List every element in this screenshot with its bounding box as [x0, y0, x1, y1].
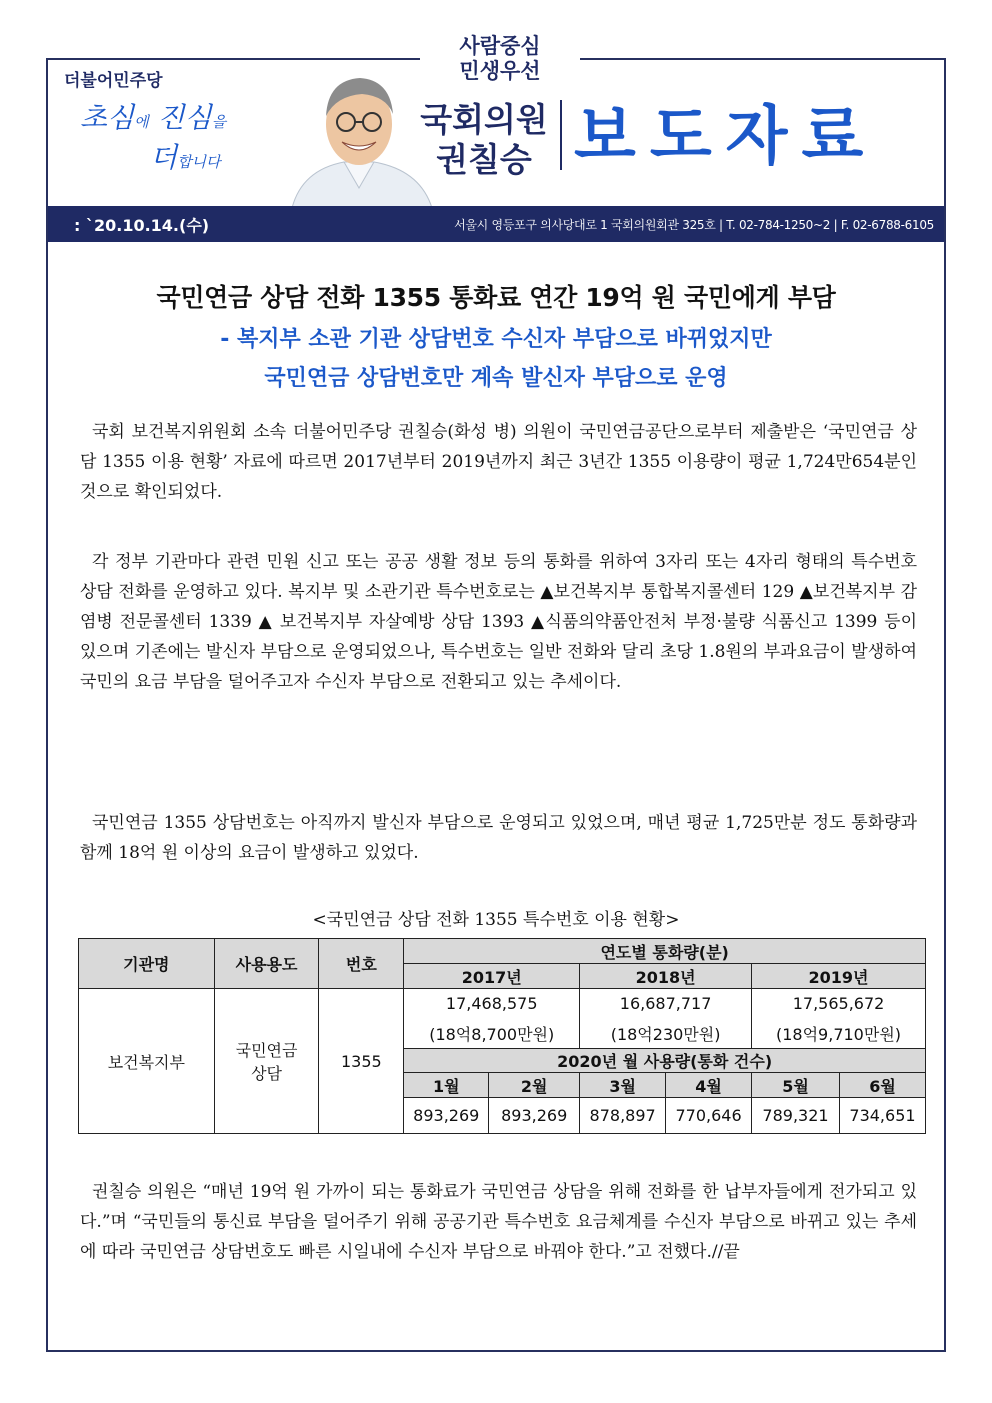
calls-month-5: 789,321: [752, 1098, 840, 1134]
motto-particle-1: 에: [134, 113, 149, 131]
legislator-title: [417, 100, 551, 180]
month-3: 3월: [580, 1073, 666, 1098]
year-2017: 2017년: [404, 964, 580, 989]
month-1: 1월: [404, 1073, 489, 1098]
info-bar: [48, 206, 944, 242]
paragraph-4: 권칠승 의원은 “매년 19억 원 가까이 되는 통화료가 국민연금 상담을 위해 전화를 한 납부자들에게 전가되고 있다.”며 “국민들의 통신료 부담을 덜어주기 위해 공공기관 특수번호 요금체계를 수신자 부담으로 바뀌고 있는 추세에 따라 국민연금 상담번호도 빠른 시일내에 수신자 부담으로 바꿔야 한다.”고 전했다.//끝: [80, 1182, 917, 1262]
subheadline-2: 국민연금 상담번호만 계속 발신자 부담으로 운영: [264, 366, 728, 391]
paragraph-2: 각 정부 기관마다 관련 민원 신고 또는 공공 생활 정보 등의 통화를 위하여 3자리 또는 4자리 형태의 특수번호 상담 전화를 운영하고 있다. 복지부 및 소관기관 특수번호로는 ▲보건복지부 통합복지콜센터 129 ▲보건복지부 감염병 전문콜센터 1339 ▲ 보건복지부 자살예방 상담 1393 ▲식품의약품안전처 부정·불량 식품신고 1399 등이 있으며 기존에는 발신자 부담으로 운영되었으나, 특수번호는 일반 전화와 달리 초당 1.8원의 부과요금이 발생하여 국민의 요금 부담을 덜어주고자 수신자 부담으로 전환되고 있는 추세이다.: [80, 552, 917, 692]
cell-org: 보건복지부: [79, 989, 215, 1134]
cell-use-line-1: 국민연금: [235, 1041, 298, 1060]
cell-use: [214, 989, 319, 1134]
cost-2017: (18억8,700만원): [404, 1019, 580, 1049]
motto-word-1: 초심: [80, 101, 135, 134]
month-6: 6월: [839, 1073, 925, 1098]
paragraph-3: 국민연금 1355 상담번호는 아직까지 발신자 부담으로 운영되고 있었으며, 매년 평균 1,725만분 정도 통화량과 함께 18억 원 이상의 요금이 발생하고 있었다.: [80, 813, 917, 863]
press-release-title: 보도자료: [574, 100, 878, 174]
slogan: [420, 34, 580, 84]
party-name: 더불어민주당: [64, 71, 163, 91]
header-org: 기관명: [79, 939, 215, 989]
table-caption: <국민연금 상담 전화 1355 특수번호 이용 현황>: [312, 910, 680, 930]
subheadline-1: - 복지부 소관 기관 상담번호 수신자 부담으로 바뀌었지만: [220, 327, 772, 352]
header-use: 사용용도: [214, 939, 319, 989]
year-2018: 2018년: [580, 964, 752, 989]
motto-word-3: 더: [150, 141, 178, 174]
header-divider: [560, 100, 562, 170]
header-yearly: 연도별 통화량(분): [404, 939, 926, 964]
minutes-2017: 17,468,575: [404, 989, 580, 1019]
usage-table: [78, 938, 926, 1134]
minutes-2018: 16,687,717: [580, 989, 752, 1019]
office-address: 서울시 영등포구 의사당대로 1 국회의원회관 325호 | T. 02-784-1250~2 | F. 02-6788-6105: [454, 218, 934, 232]
legislator-name: 권칠승: [436, 140, 532, 179]
calls-month-1: 893,269: [404, 1098, 489, 1134]
month-2: 2월: [489, 1073, 580, 1098]
legislator-role: 국회의원: [420, 100, 548, 139]
calls-month-4: 770,646: [666, 1098, 752, 1134]
year-2019: 2019년: [752, 964, 926, 989]
slogan-line-1: 사람중심: [459, 34, 541, 58]
cost-2018: (18억230만원): [580, 1019, 752, 1049]
calls-month-6: 734,651: [839, 1098, 925, 1134]
month-5: 5월: [752, 1073, 840, 1098]
motto-word-4: 합니다: [177, 153, 221, 171]
cost-2019: (18억9,710만원): [752, 1019, 926, 1049]
motto-word-2: 진심: [157, 101, 212, 134]
calls-month-2: 893,269: [489, 1098, 580, 1134]
calls-month-3: 878,897: [580, 1098, 666, 1134]
headline: 국민연금 상담 전화 1355 통화료 연간 19억 원 국민에게 부담: [156, 283, 836, 312]
header-number: 번호: [319, 939, 404, 989]
monthly-title: 2020년 월 사용량(통화 건수): [404, 1049, 926, 1073]
slogan-line-2: 민생우선: [459, 59, 541, 83]
month-4: 4월: [666, 1073, 752, 1098]
paragraph-1: 국회 보건복지위원회 소속 더불어민주당 권칠승(화성 병) 의원이 국민연금공단으로부터 제출받은 ‘국민연금 상담 1355 이용 현황’ 자료에 따르면 2017년부터 2019년까지 최근 3년간 1355 이용량이 평균 1,724만654분인 것으로 확인되었다.: [80, 422, 917, 502]
document-frame: [46, 58, 946, 1352]
minutes-2019: 17,565,672: [752, 989, 926, 1019]
legislator-photo: [282, 62, 437, 208]
cell-use-line-2: 상담: [251, 1064, 282, 1083]
cell-number: 1355: [319, 989, 404, 1134]
motto-calligraphy: [80, 100, 280, 180]
motto-particle-2: 을: [211, 113, 227, 131]
release-date: : `20.10.14.(수): [74, 216, 210, 235]
